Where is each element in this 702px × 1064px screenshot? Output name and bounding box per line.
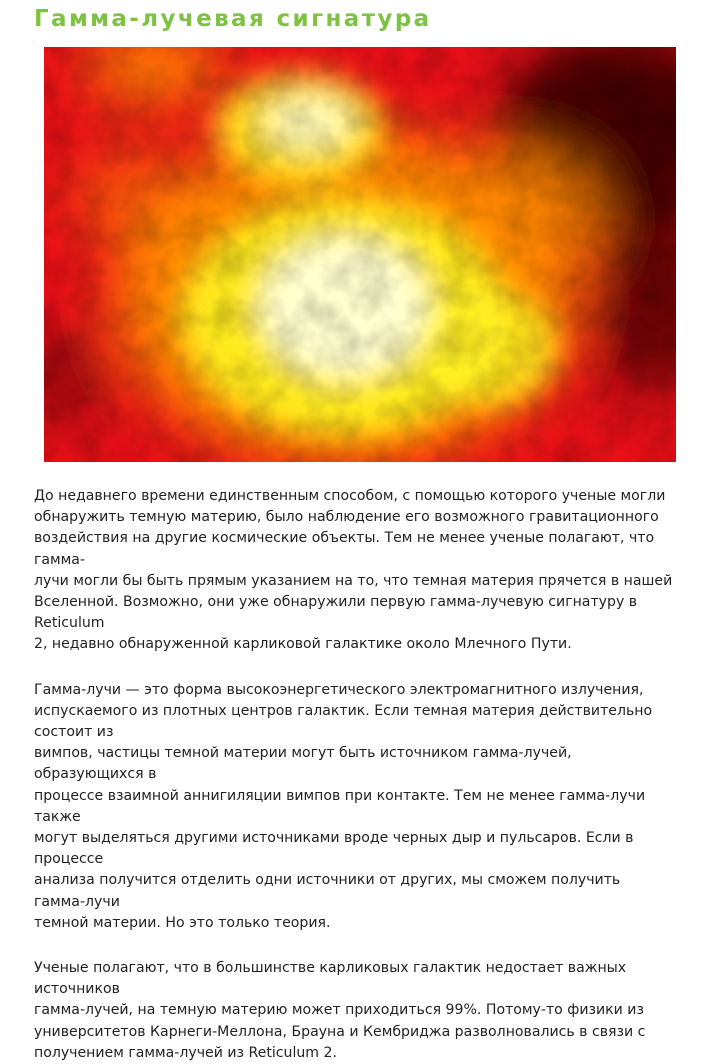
paragraph-line: обнаружить темную материю, было наблюдение его возможного гравитационного <box>34 509 659 526</box>
paragraph-line: процессе взаимной аннигиляции вимпов при контакте. Тем не менее гамма-лучи также <box>34 787 646 825</box>
paragraph-line: 2, недавно обнаруженной карликовой галактике около Млечного Пути. <box>34 636 572 653</box>
paragraph-line: гамма-лучей, на темную материю может приходиться 99%. Потому-то физики из <box>34 1002 644 1019</box>
paragraph-line: вимпов, частицы темной материи могут быть источником гамма-лучей, образующихся в <box>34 745 572 783</box>
paragraph-line: могут выделяться другими источниками вроде черных дыр и пульсаров. Если в процессе <box>34 830 634 868</box>
paragraph-2 <box>34 680 674 934</box>
paragraph-line: испускаемого из плотных центров галактик. Если темная материя действительно состоит из <box>34 702 653 741</box>
paragraph-line: лучи могли бы быть прямым указанием на то, что темная материя прячется в нашей <box>34 572 673 589</box>
paragraph-line: Гамма-лучи — это форма высокоэнергетического электромагнитного излучения, <box>34 681 644 698</box>
paragraph-1 <box>34 486 674 656</box>
paragraph-line: Ученые полагают, что в большинстве карликовых галактик недостает важных источников <box>34 960 627 998</box>
paragraph-line: темной материи. Но это только теория. <box>34 914 331 931</box>
paragraph-line: До недавнего времени единственным способом, с помощью которого ученые могли <box>34 488 666 504</box>
paragraph-3 <box>34 958 674 1064</box>
article-body <box>34 486 674 1064</box>
paragraph-line: воздействия на другие космические объекты. Тем не менее ученые полагают, что гамма- <box>34 530 655 568</box>
paragraph-line: Вселенной. Возможно, они уже обнаружили первую гамма-лучевую сигнатуру в Reticulum <box>34 594 638 632</box>
article-title: Гамма-лучевая сигнатура <box>34 6 432 32</box>
gamma-ray-heatmap-image <box>44 47 676 462</box>
paragraph-line: анализа получится отделить одни источники от других, мы сможем получить гамма-лучи <box>34 872 621 910</box>
paragraph-line: получением гамма-лучей из Reticulum 2. <box>34 1044 337 1061</box>
paragraph-line: университетов Карнеги-Меллона, Брауна и Кембриджа разволновались в связи с <box>34 1023 646 1040</box>
